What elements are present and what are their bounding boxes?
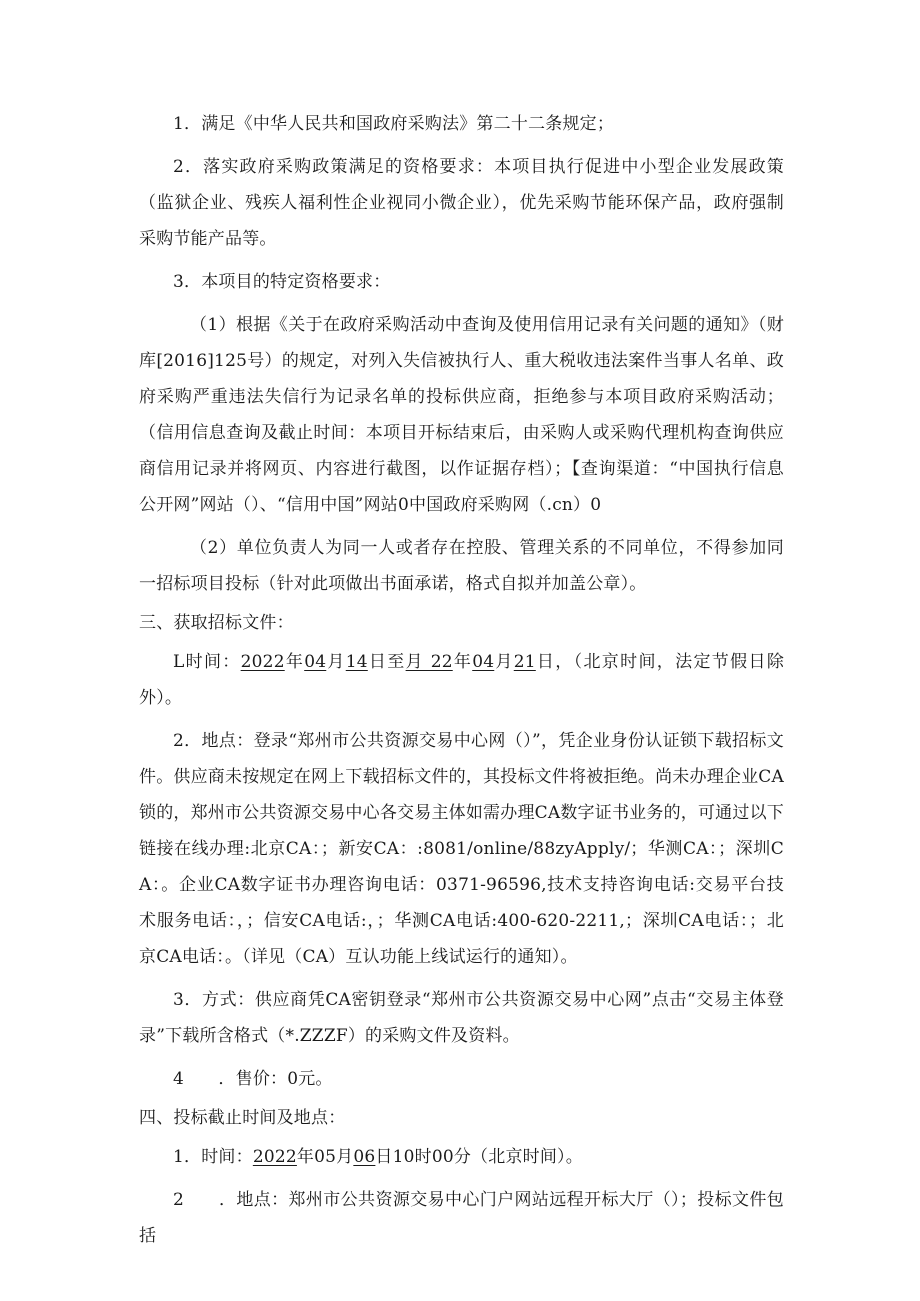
qualification-item-2: 2．落实政府采购政策满足的资格要求：本项目执行促进中小型企业发展政策（监狱企业、残疾人福利性企业视同小微企业），优先采购节能环保产品，政府强制采购节能产品等。 bbox=[139, 157, 784, 249]
document-page bbox=[139, 106, 784, 1254]
year-char: 年 bbox=[284, 652, 305, 672]
year-char-2: 年 bbox=[452, 652, 473, 672]
day-to-char: 日至 bbox=[367, 652, 406, 672]
end-month: 04 bbox=[472, 652, 495, 672]
qualification-item-3: 3．本项目的特定资格要求： bbox=[173, 272, 391, 292]
deadline-day: 06 bbox=[353, 1147, 376, 1167]
obtain-docs-price: 4 ．售价：0元。 bbox=[173, 1069, 333, 1089]
qualification-item-1: 1．满足《中华人民共和国政府采购法》第二十二条规定； bbox=[173, 114, 615, 134]
end-year: 月 22 bbox=[405, 652, 453, 672]
end-day: 21 bbox=[513, 652, 536, 672]
obtain-time-suffix: 日，（北京时间，法定节假日除外）。 bbox=[139, 652, 785, 708]
section-3-heading: 三、获取招标文件： bbox=[139, 613, 294, 633]
month-char: 月 bbox=[326, 652, 346, 672]
section-4-heading: 四、投标截止时间及地点： bbox=[139, 1108, 346, 1128]
deadline-year: 2022 bbox=[252, 1147, 297, 1167]
qualification-item-3-1: （1）根据《关于在政府采购活动中查询及使用信用记录有关问题的通知》（财库[2016]125号）的规定，对列入失信被执行人、重大税收违法案件当事人名单、政府采购严重违法失信行为记录名单的投标供应商，拒绝参与本项目政府采购活动；（信用信息查询及截止时间：本项目开标结束后，由采购人或采购代理机构查询供应商信用记录并将网页、内容进行截图，以作证据存档）；【查询渠道：“中国执行信息公开网”网站（）、“信用中国”网站0中国政府采购网（.cn）0 bbox=[139, 315, 784, 515]
deadline-prefix: 1．时间： bbox=[173, 1147, 253, 1167]
obtain-docs-place: 2．地点：登录“郑州市公共资源交易中心网（）”，凭企业身份认证锁下载招标文件。供应商未按规定在网上下载招标文件的，其投标文件将被拒绝。尚未办理企业CA锁的，郑州市公共资源交易中心各交易主体如需办理CA数字证书业务的，可通过以下链接在线办理:北京CA：；新安CA：:8081/online/88zyApply/；华测CA：；深圳CA：。企业CA数字证书办理咨询电话：0371-96596,技术支持咨询电话:交易平台技术服务电话：，；信安CA电话:，；华测CA电话:400-620-2211,；深圳CA电话：；北京CA电话：。（详见（CA）互认功能上线试运行的通知）。 bbox=[139, 731, 784, 967]
bid-deadline-place: 2 ．地点：郑州市公共资源交易中心门户网站远程开标大厅（）；投标文件包括 bbox=[139, 1190, 784, 1246]
start-day: 14 bbox=[345, 652, 368, 672]
obtain-docs-method: 3．方式：供应商凭CA密钥登录“郑州市公共资源交易中心网”点击“交易主体登录”下载所含格式（*.ZZZF）的采购文件及资料。 bbox=[139, 990, 784, 1046]
deadline-month-text: 年05月 bbox=[296, 1147, 354, 1167]
obtain-time-prefix: L时间： bbox=[173, 652, 241, 672]
start-year: 2022 bbox=[240, 652, 285, 672]
month-char-2: 月 bbox=[494, 652, 514, 672]
deadline-suffix: 日10时00分（北京时间）。 bbox=[375, 1147, 583, 1167]
bid-deadline-time bbox=[139, 1139, 784, 1175]
qualification-item-3-2: （2）单位负责人为同一人或者存在控股、管理关系的不同单位，不得参加同一招标项目投标（针对此项做出书面承诺，格式自拟并加盖公章）。 bbox=[139, 538, 784, 594]
start-month: 04 bbox=[304, 652, 327, 672]
obtain-docs-time bbox=[139, 644, 784, 716]
